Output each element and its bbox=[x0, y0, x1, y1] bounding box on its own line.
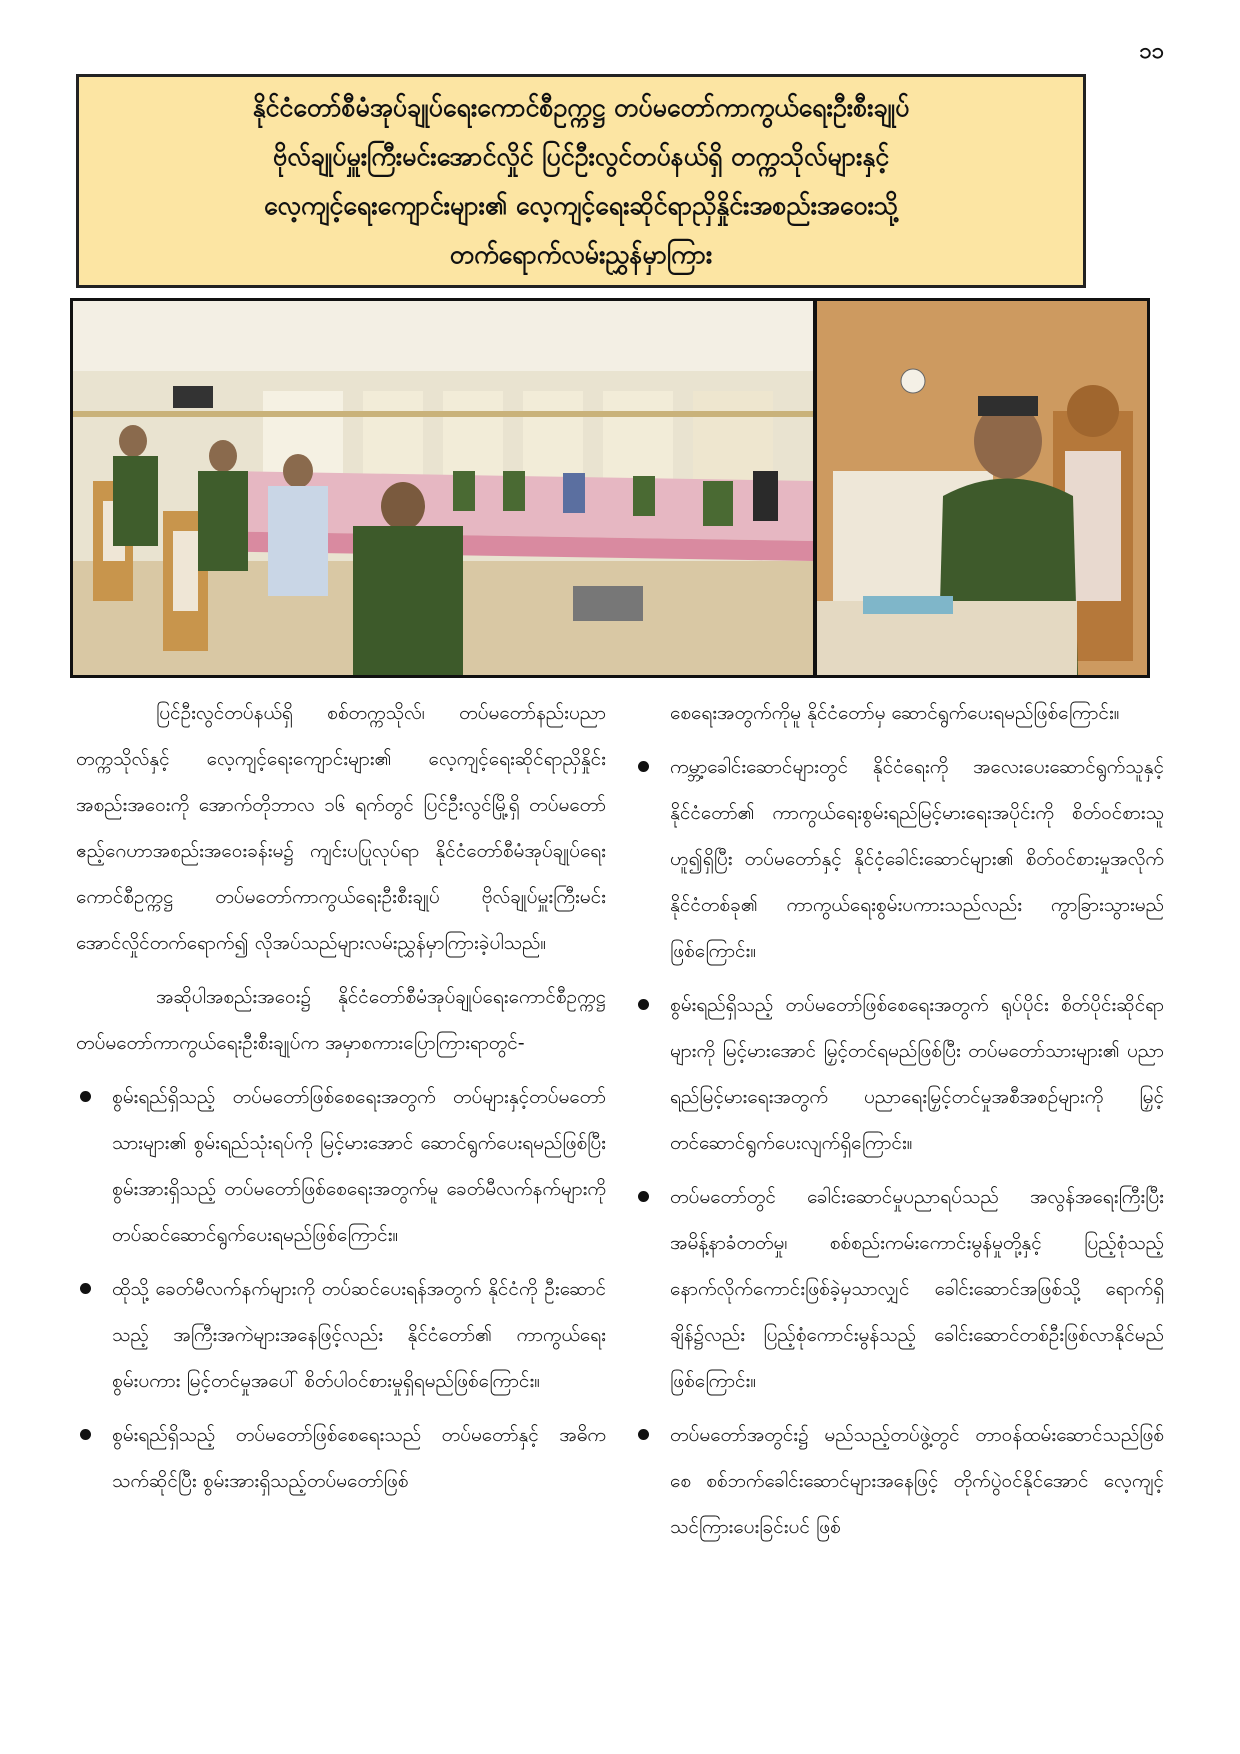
bullet-item bbox=[76, 1412, 606, 1504]
intro-paragraph: ပြင်ဦးလွင်တပ်နယ်ရှိ စစ်တက္ကသိုလ်၊ တပ်မတော်နည်းပညာတက္ကသိုလ်နှင့် လေ့ကျင့်ရေးကျောင်းများ၏ လေ့ကျင့်ရေးဆိုင်ရာညှိနှိုင်းအစည်းအဝေးကို အောက်တိုဘာလ ၁၆ ရက်တွင် ပြင်ဦးလွင်မြို့ရှိ တပ်မတော်ဧည့်ဂေဟာအစည်းအဝေးခန်းမ၌ ကျင်းပပြုလုပ်ရာ နိုင်ငံတော်စီမံအုပ်ချုပ်ရေးကောင်စီဥက္ကဋ္ဌ တပ်မတော်ကာကွယ်ရေးဦးစီးချုပ် ဗိုလ်ချုပ်မှူးကြီးမင်းအောင်လှိုင်တက်ရောက်၍ လိုအပ်သည်များလမ်းညွှန်မှာကြားခဲ့ပါသည်။ bbox=[76, 702, 606, 954]
right-column bbox=[634, 690, 1164, 1558]
chairman-seated-photo bbox=[817, 301, 1147, 675]
bullet-item bbox=[634, 982, 1164, 1166]
bullet-icon bbox=[638, 999, 649, 1010]
bullet-icon bbox=[80, 1091, 91, 1102]
bullet-item bbox=[76, 1074, 606, 1258]
speech-intro-paragraph: အဆိုပါအစည်းအဝေး၌ နိုင်ငံတော်စီမံအုပ်ချုပ်ရေးကောင်စီဥက္ကဋ္ဌ တပ်မတော်ကာကွယ်ရေးဦးစီးချုပ်က အမှာစကားပြောကြားရာတွင်- bbox=[76, 986, 606, 1054]
title-line-1: နိုင်ငံတော်စီမံအုပ်ချုပ်ရေးကောင်စီဥက္ကဋ္ဌ တပ်မတော်ကာကွယ်ရေးဦးစီးချုပ် bbox=[252, 93, 910, 122]
bullet-item bbox=[76, 1266, 606, 1404]
title-line-2: ဗိုလ်ချုပ်မှူးကြီးမင်းအောင်လှိုင် ပြင်ဦးလွင်တပ်နယ်ရှိ တက္ကသိုလ်များနှင့် bbox=[272, 142, 890, 171]
bullet-text: စွမ်းရည်ရှိသည့် တပ်မတော်ဖြစ်စေရေးအတွက် ရုပ်ပိုင်း စိတ်ပိုင်းဆိုင်ရာများကို မြင့်မားအောင် မြှင့်တင်ရမည်ဖြစ်ပြီး တပ်မတော်သားများ၏ ပညာရည်မြင့်မားရေးအတွက် ပညာရေးမြှင့်တင်မှုအစီအစဉ်များကို မြှင့်တင်ဆောင်ရွက်ပေးလျက်ရှိကြောင်း။ bbox=[670, 994, 1164, 1154]
bullet-icon bbox=[638, 1191, 649, 1202]
bullet-text: စွမ်းရည်ရှိသည့် တပ်မတော်ဖြစ်စေရေးသည် တပ်မတော်နှင့် အဓိကသက်ဆိုင်ပြီး စွမ်းအားရှိသည့်တပ်မတော်ဖြစ် bbox=[112, 1424, 606, 1492]
bullet-icon bbox=[80, 1429, 91, 1440]
bullet-text: တပ်မတော်တွင် ခေါင်းဆောင်မှုပညာရပ်သည် အလွန်အရေးကြီးပြီး အမိန့်နာခံတတ်မှု၊ စစ်စည်းကမ်းကောင်းမွန်မှုတို့နှင့် ပြည့်စုံသည့် နောက်လိုက်ကောင်းဖြစ်ခဲ့မှသာလျှင် ခေါင်းဆောင်အဖြစ်သို့ ရောက်ရှိချိန်၌လည်း ပြည့်စုံကောင်းမွန်သည့် ခေါင်းဆောင်တစ်ဦးဖြစ်လာနိုင်မည်ဖြစ်ကြောင်း။ bbox=[670, 1186, 1164, 1392]
meeting-room-photo bbox=[73, 301, 813, 675]
bullet-item bbox=[634, 1412, 1164, 1550]
photo-frame bbox=[70, 298, 1150, 678]
title-line-3: လေ့ကျင့်ရေးကျောင်းများ၏ လေ့ကျင့်ရေးဆိုင်ရာညှိနှိုင်းအစည်းအဝေးသို့ bbox=[263, 191, 899, 220]
bullet-icon bbox=[638, 761, 649, 772]
page-number: ၁၁ bbox=[1139, 39, 1164, 64]
bullet-icon bbox=[638, 1429, 649, 1440]
continued-text: စေရေးအတွက်ကိုမူ နိုင်ငံတော်မှ ဆောင်ရွက်ပေးရမည်ဖြစ်ကြောင်း။ bbox=[670, 702, 1120, 724]
bullet-item bbox=[634, 1174, 1164, 1404]
bullet-text: စွမ်းရည်ရှိသည့် တပ်မတော်ဖြစ်စေရေးအတွက် တပ်များနှင့်တပ်မတော်သားများ၏ စွမ်းရည်သုံးရပ်ကို မြင့်မားအောင် ဆောင်ရွက်ပေးရမည်ဖြစ်ပြီး စွမ်းအားရှိသည့် တပ်မတော်ဖြစ်စေရေးအတွက်မူ ခေတ်မီလက်နက်များကို တပ်ဆင်ဆောင်ရွက်ပေးရမည်ဖြစ်ကြောင်း။ bbox=[112, 1086, 606, 1246]
article-photos bbox=[73, 301, 1147, 675]
bullet-text: ကမ္ဘာ့ခေါင်းဆောင်များတွင် နိုင်ငံရေးကို အလေးပေးဆောင်ရွက်သူနှင့် နိုင်ငံတော်၏ ကာကွယ်ရေးစွမ်းရည်မြင့်မားရေးအပိုင်းကို စိတ်ဝင်စားသူဟူ၍ရှိပြီး တပ်မတော်နှင့် နိုင်ငံ့ခေါင်းဆောင်များ၏ စိတ်ဝင်စားမှုအလိုက် နိုင်ငံတစ်ခု၏ ကာကွယ်ရေးစွမ်းပကားသည်လည်း ကွာခြားသွားမည်ဖြစ်ကြောင်း။ bbox=[670, 756, 1164, 962]
bullet-text: ထိုသို့ ခေတ်မီလက်နက်များကို တပ်ဆင်ပေးရန်အတွက် နိုင်ငံကို ဦးဆောင်သည့် အကြီးအကဲများအနေဖြင့်လည်း နိုင်ငံတော်၏ ကာကွယ်ရေးစွမ်းပကား မြင့်တင်မှုအပေါ် စိတ်ပါဝင်စားမှုရှိရမည်ဖြစ်ကြောင်း။ bbox=[112, 1278, 606, 1392]
title-line-4: တက်ရောက်လမ်းညွှန်မှာကြား bbox=[449, 240, 713, 269]
bullet-item bbox=[634, 744, 1164, 974]
bullet-text: တပ်မတော်အတွင်း၌ မည်သည့်တပ်ဖွဲ့တွင် တာဝန်ထမ်းဆောင်သည်ဖြစ်စေ စစ်ဘက်ခေါင်းဆောင်များအနေဖြင့် တိုက်ပွဲဝင်နိုင်အောင် လေ့ကျင့်သင်ကြားပေးခြင်းပင် ဖြစ် bbox=[670, 1424, 1164, 1538]
left-column bbox=[76, 690, 606, 1512]
article-title-box bbox=[76, 74, 1086, 288]
bullet-icon bbox=[80, 1283, 91, 1294]
